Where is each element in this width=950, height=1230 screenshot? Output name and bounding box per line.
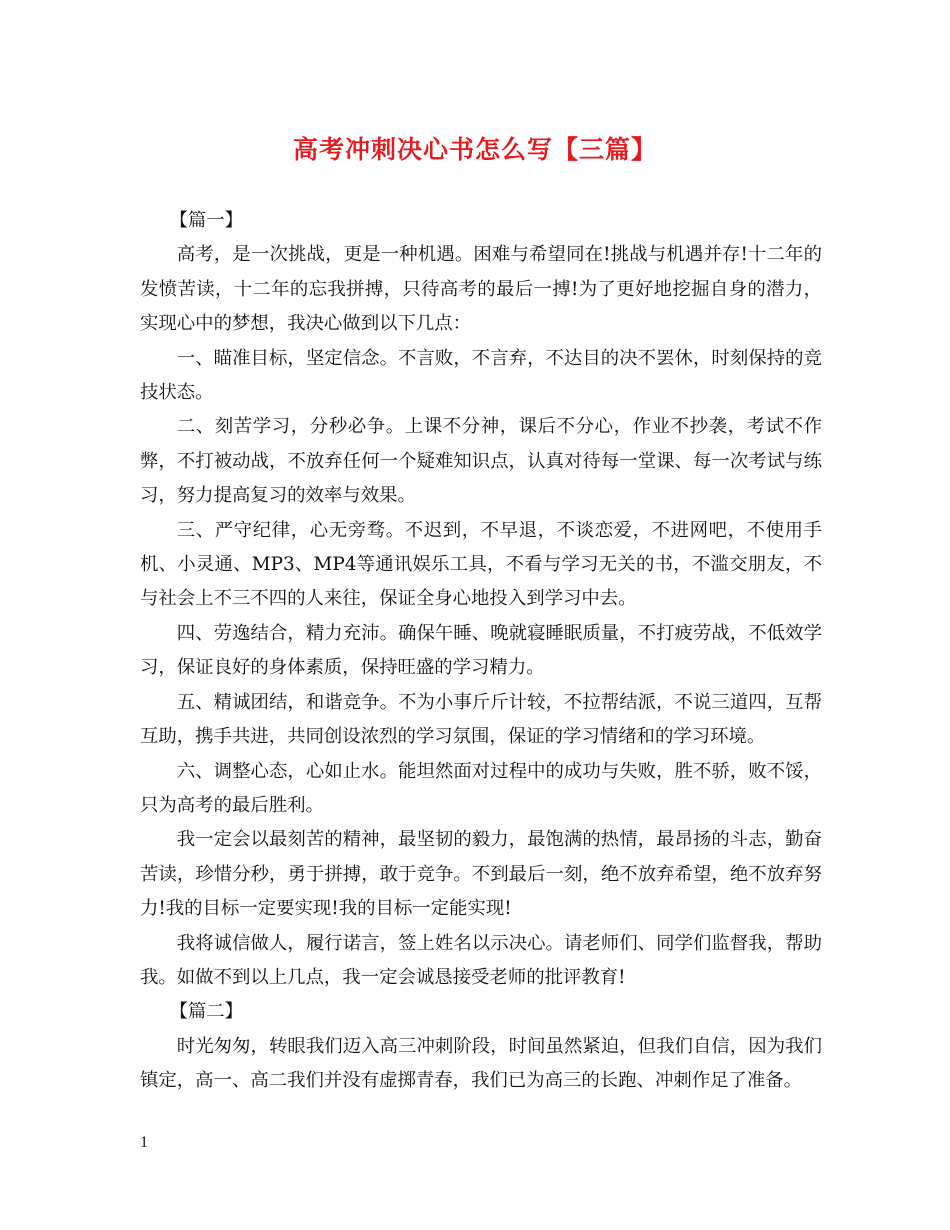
section-heading: 【篇二】 (169, 1001, 244, 1023)
page-number: 1 (140, 1134, 148, 1151)
paragraph: 三、严守纪律，心无旁骛。不迟到，不早退，不谈恋爱，不进网吧，不使用手机、小灵通、MP3、MP4等通讯娱乐工具，不看与学习无关的书，不滥交朋友，不与社会上不三不四的人来往，保证全身心地投入到学习中去。 (140, 519, 822, 610)
paragraph: 五、精诚团结，和谐竞争。不为小事斤斤计较，不拉帮结派，不说三道四，互帮互助，携手共进，共同创设浓烈的学习氛围，保证的学习情绪和的学习环境。 (140, 691, 822, 748)
section-heading: 【篇一】 (169, 210, 244, 231)
paragraph: 四、劳逸结合，精力充沛。确保午睡、晚就寝睡眠质量，不打疲劳战，不低效学习，保证良好的身体素质，保持旺盛的学习精力。 (140, 622, 822, 679)
paragraph: 我将诚信做人，履行诺言，签上姓名以示决心。请老师们、同学们监督我，帮助我。如做不到以上几点，我一定会诚恳接受老师的批评教育! (140, 932, 822, 988)
paragraph: 六、调整心态，心如止水。能坦然面对过程中的成功与失败，胜不骄，败不馁，只为高考的最后胜利。 (140, 760, 822, 816)
paragraph: 时光匆匆，转眼我们迈入高三冲刺阶段，时间虽然紧迫，但我们自信，因为我们镇定，高一、高二我们并没有虚掷青春，我们已为高三的长跑、冲刺作足了准备。 (140, 1035, 822, 1092)
document-title: 高考冲刺决心书怎么写【三篇】 (292, 135, 657, 164)
paragraph: 我一定会以最刻苦的精神，最坚韧的毅力，最饱满的热情，最昂扬的斗志，勤奋苦读，珍惜分秒，勇于拼搏，敢于竞争。不到最后一刻，绝不放弃希望，绝不放弃努力!我的目标一定要实现!我的目标一定能实现! (140, 829, 822, 920)
paragraph: 二、刻苦学习，分秒必争。上课不分神，课后不分心，作业不抄袭，考试不作弊，不打被动战，不放弃任何一个疑难知识点，认真对待每一堂课、每一次考试与练习，努力提高复习的效率与效果。 (140, 416, 822, 507)
paragraph: 高考，是一次挑战，更是一种机遇。困难与希望同在!挑战与机遇并存!十二年的发愤苦读，十二年的忘我拼搏，只待高考的最后一搏!为了更好地挖掘自身的潜力，实现心中的梦想，我决心做到以下几点： (140, 244, 822, 335)
document-body (140, 204, 822, 1099)
paragraph: 一、瞄准目标，坚定信念。不言败，不言弃，不达目的决不罢休，时刻保持的竞技状态。 (140, 347, 822, 404)
